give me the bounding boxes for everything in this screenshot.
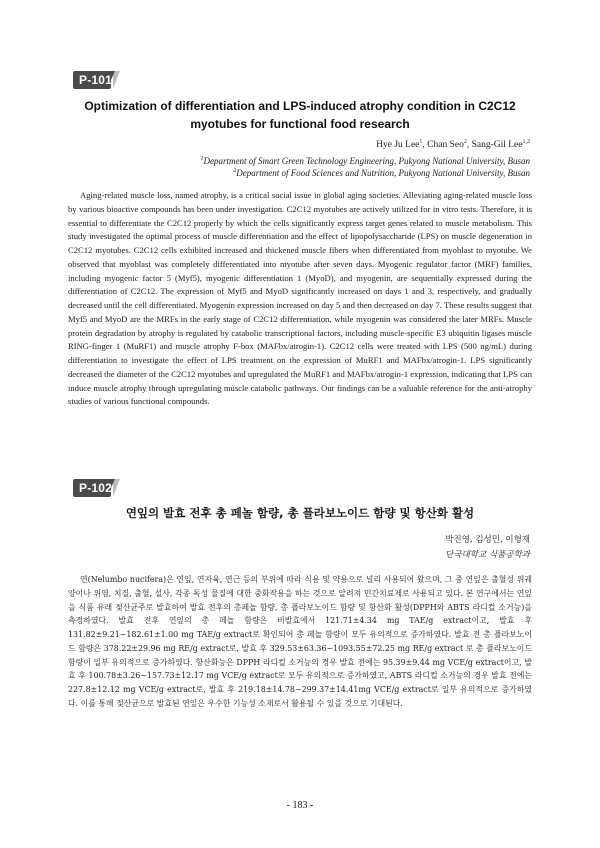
author-name: Chan Seo — [427, 140, 464, 150]
page-number: - 183 - — [286, 800, 314, 811]
section-tag-label: P-102 — [79, 481, 113, 495]
abstract-en: Aging-related muscle loss, named atrophy, is a critical social issue in global aging societies. Alleviating aging-related muscle loss by various bioactive compounds has been under investigation. C2C12 myotubes are actively utilized for in vitro tests. Therefore, it is essential to differentiate the C2C12 properly by which the cells significantly express target genes related to muscle metabolism. This study investigated the optimal process of muscle differentiation and the effect of lipopolysaccharide (LPS) on muscle degeneration in C2C12 myotubes. C2C12 cells exhibited increased and thickened muscle fibers when differentiated from myoblast to myotube. We observed that myoblast was completely differentiated into myotube after seven days. Myogenic regulator factor (MRF) families, including myogenic factor 5 (Myf5), myogenic differentiation 1 (MyoD), and myogenin, are sequentially expressed during the differentiation of C2C12. The expression of Myf5 and MyoD significantly increased on days 1 and 3, respectively, and gradually decreased until the cell differentiated. Myogenin expression increased on day 5 and then decreased on day 7. These results suggest that Myf5 and MyoD are the MRFs in the early stage of C2C12 differentiation, while myogenin was considered the later MRFs. Muscle protein degradation by atrophy is regulated by catabolic transcriptional factors, including muscle-specific E3 ubiquitin ligases muscle RING-finger 1 (MuRF1) and muscle atrophy F-box (MAFbx/atrogin-1). C2C12 cells were treated with LPS (500 ng/mL) during differentiation to investigate the effect of LPS treatment on the expression of MuRF1 and MAFbx/atrogin-1. LPS significantly decreased the diameter of the C2C12 myotubes and upregulated the MuRF1 and MAFbx/atrogin-1 expression, indicating that LPS can induce muscle atrophy through upregulating muscle catabolic pathways. Our findings can be a valuable reference for the anti-atrophy studies of various functional compounds. — [68, 190, 532, 407]
paper-title-ko: 연잎의 발효 전후 총 페놀 함량, 총 플라보노이드 함량 및 항산화 활성 — [125, 506, 475, 520]
authors-en: Hye Ju Lee$^1$, Chan Seo$^2$, Sang-Gil Lee$^{1,2}$ — [376, 138, 530, 150]
affiliation-1: $^1$Department of Smart Green Technology Engineering, Pukyong National University, Busan — [200, 156, 530, 166]
abstract-ko: 연(Nelumbo nucifera)은 연잎, 연자육, 연근 등의 부위에 따라 식용 및 약용으로 널리 사용되어 왔으며, 그 중 연잎은 출혈성 위궤양이나 위염, 치질, 출혈, 설사, 각종 독성 물질에 대한 중화작용을 하는 것으로 알려져 민간치료제로 사용되고 있다. 본 연구에서는 연잎을 식품 유래 젖산균주로 발효하여 발효 전후의 총페놀 함량, 총 플라보노이드 함량 및 항산화 활성(DPPH와 ABTS 라디컬 소거능)을 측정하였다. 발효 전후 연잎의 총 페놀 함량은 비발효에서 121.71±4.34 mg TAE/g extract이고, 발효 후 131.82±9.21~182.61±1.00 mg TAE/g extract로 확인되어 총 페놀 함량이 모두 유의적으로 증가하였다. 발효 전 총 플라보노이드 함량은 378.22±29.96 mg RE/g extract로, 발효 후 329.53±63.36~1093.55±72.25 mg RE/g extract 로 총 플라보노이드 함량이 일부 유의적으로 증가하였다. 항산화능은 DPPH 라디컬 소거능의 경우 발효 전에는 95.39±9.44 mg VCE/g extract이고, 발효 후 100.78±3.26~157.73±12.17 mg VCE/g extract로 모두 유의적으로 증가하였고, ABTS 라디컬 소거능의 경우 발효 전에는 227.8±12.12 mg VCE/g extract로, 발효 후 219.18±14.78~299.37±14.41mg VCE/g extract로 일부 유의적으로 증가하였다. 이를 통해 젖산균으로 발효된 연잎은 우수한 기능성 소재로서 활용될 수 있을 것으로 기대된다. — [68, 575, 532, 708]
affiliation-ko: 단국대학교 식품공학과 — [445, 550, 530, 560]
section-tag-p101 — [73, 71, 119, 89]
author-name: Sang-Gil Lee — [471, 140, 523, 150]
section-tag-label: P-101 — [79, 73, 113, 87]
paper-title-en: Optimization of differentiation and LPS-induced atrophy condition in C2C12 myotubes for functional food research — [84, 99, 516, 131]
authors-ko: 박진영, 김성민, 이형재 — [445, 535, 530, 545]
section-tag-p102 — [73, 479, 119, 497]
author-name: Hye Ju Lee — [376, 140, 420, 150]
affiliation-2: $^2$Department of Food Sciences and Nutrition, Pukyong National University, Busan — [233, 168, 530, 178]
